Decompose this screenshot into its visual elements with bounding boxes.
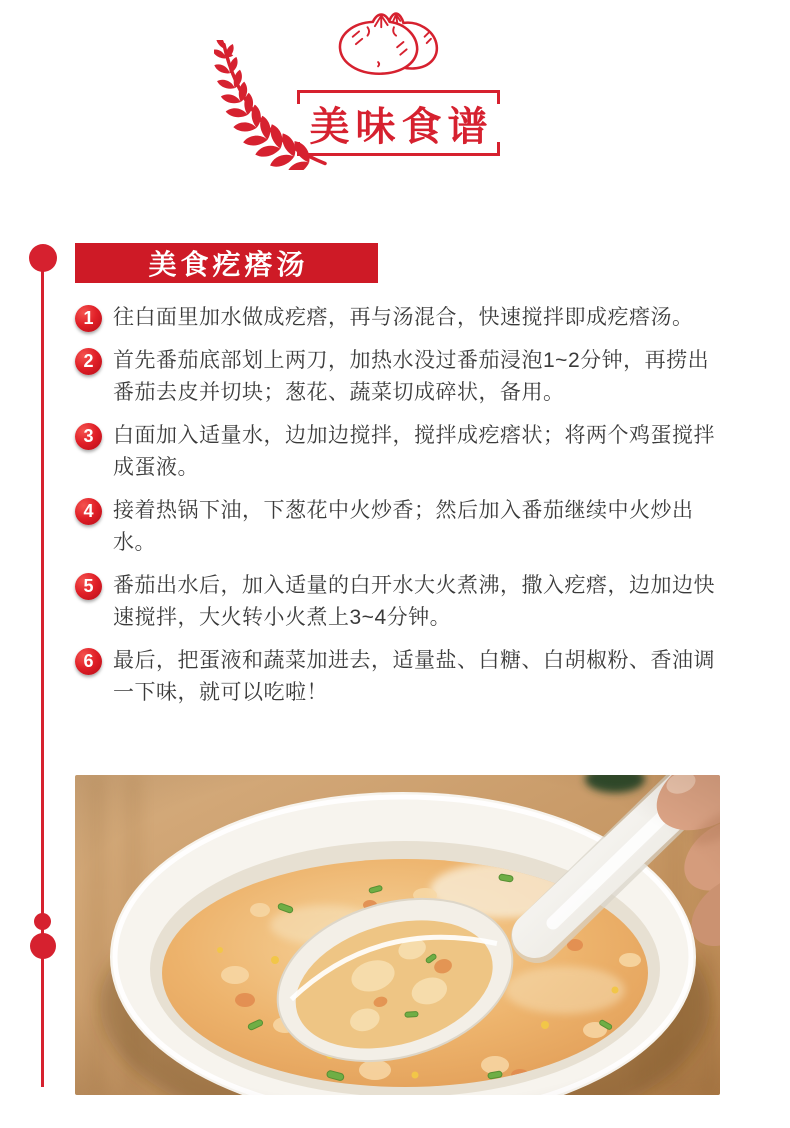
ribbon-label: 美味食谱 (309, 104, 494, 149)
step-text: 白面加入适量水，边加边搅拌，搅拌成疙瘩状；将两个鸡蛋搅拌成蛋液。 (113, 424, 715, 479)
recipe-step (75, 345, 721, 409)
step-text: 番茄出水后，加入适量的白开水大火煮沸，撒入疙瘩，边加边快速搅拌，大火转小火煮上3~4分钟。 (113, 574, 715, 629)
step-number-badge: 2 (75, 348, 102, 375)
dough-drop-soup-photo (75, 775, 720, 1095)
step-number-badge: 3 (75, 423, 102, 450)
timeline-line (41, 258, 44, 1087)
recipe-title-bar (75, 243, 378, 283)
step-number-badge: 4 (75, 498, 102, 525)
recipe-step (75, 495, 721, 559)
step-text: 接着热锅下油，下葱花中火炒香；然后加入番茄继续中火炒出水。 (113, 499, 694, 554)
ribbon-corner-tick (497, 93, 500, 104)
step-number-badge: 6 (75, 648, 102, 675)
recipe-step (75, 645, 721, 709)
ribbon-corner-tick (297, 93, 300, 104)
step-text: 首先番茄底部划上两刀，加热水没过番茄浸泡1~2分钟，再捞出番茄去皮并切块；葱花、蔬菜切成碎状，备用。 (113, 349, 710, 404)
header-ribbon (297, 90, 500, 156)
step-number-badge: 5 (75, 573, 102, 600)
ribbon-corner-tick (297, 142, 300, 153)
recipe-step (75, 420, 721, 484)
step-number-badge: 1 (75, 305, 102, 332)
steamed-buns-icon (330, 5, 460, 79)
recipe-steps (75, 302, 721, 709)
recipe-title: 美食疙瘩汤 (148, 249, 309, 280)
recipe-step (75, 570, 721, 634)
timeline-large-dot (30, 933, 56, 959)
step-text: 最后，把蛋液和蔬菜加进去，适量盐、白糖、白胡椒粉、香油调一下味，就可以吃啦！ (113, 649, 715, 704)
ribbon-corner-tick (497, 142, 500, 153)
step-text: 往白面里加水做成疙瘩，再与汤混合，快速搅拌即成疙瘩汤。 (113, 306, 694, 329)
recipe-step (75, 302, 721, 334)
timeline-small-dot (34, 913, 51, 930)
